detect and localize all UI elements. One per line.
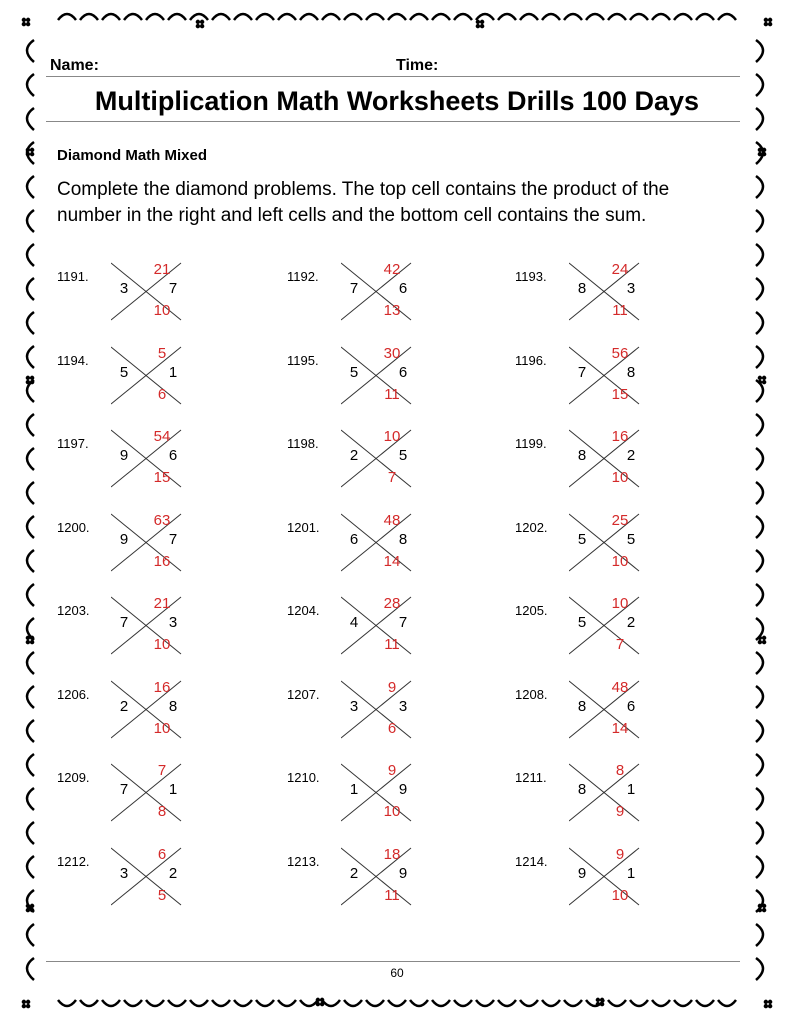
sum-value: 11 <box>384 636 400 653</box>
diamond-problem <box>57 345 257 415</box>
left-factor: 7 <box>349 280 359 297</box>
diamond-problem <box>57 428 257 498</box>
flower-accent <box>758 380 762 384</box>
problem-number: 1199. <box>515 436 547 451</box>
right-factor: 2 <box>626 447 636 464</box>
flower-accent <box>764 1000 768 1004</box>
left-factor: 8 <box>577 447 587 464</box>
name-label: Name: <box>50 57 99 74</box>
product-value: 21 <box>153 595 171 612</box>
diamond-problem <box>515 595 715 665</box>
problem-number: 1208. <box>515 687 548 702</box>
product-value: 9 <box>615 846 625 863</box>
problem-number: 1211. <box>515 770 547 785</box>
flower-accent <box>600 1002 604 1006</box>
right-factor: 1 <box>626 781 636 798</box>
problem-number: 1209. <box>57 770 90 785</box>
left-factor: 4 <box>349 614 359 631</box>
flower-accent <box>768 18 772 22</box>
problem-number: 1200. <box>57 520 90 535</box>
left-factor: 9 <box>119 531 129 548</box>
right-factor: 2 <box>168 865 178 882</box>
problem-number: 1205. <box>515 603 548 618</box>
left-factor: 5 <box>577 614 587 631</box>
diamond-problem <box>515 846 715 916</box>
left-factor: 5 <box>119 364 129 381</box>
sum-value: 13 <box>383 302 401 319</box>
problem-number: 1203. <box>57 603 90 618</box>
right-factor: 7 <box>398 614 408 631</box>
flower-accent <box>22 1000 26 1004</box>
flower-accent <box>762 376 766 380</box>
flower-accent <box>762 640 766 644</box>
right-factor: 9 <box>398 781 408 798</box>
right-factor: 2 <box>626 614 636 631</box>
left-factor: 7 <box>119 614 129 631</box>
left-factor: 2 <box>349 865 359 882</box>
sum-value: 11 <box>384 887 400 904</box>
border-bottom-scallops <box>58 1000 736 1006</box>
sum-value: 10 <box>383 803 401 820</box>
product-value: 56 <box>611 345 629 362</box>
flower-accent <box>26 636 30 640</box>
flower-accent <box>758 152 762 156</box>
right-factor: 6 <box>626 698 636 715</box>
left-factor: 6 <box>349 531 359 548</box>
diamond-problem <box>287 261 487 331</box>
flower-accent <box>22 18 26 22</box>
product-value: 21 <box>153 261 171 278</box>
flower-accent <box>30 376 34 380</box>
product-value: 25 <box>611 512 629 529</box>
left-factor: 8 <box>577 698 587 715</box>
problem-number: 1206. <box>57 687 90 702</box>
right-factor: 7 <box>168 280 178 297</box>
left-factor: 1 <box>349 781 359 798</box>
problem-number: 1212. <box>57 854 90 869</box>
flower-accent <box>26 1004 30 1008</box>
flower-accent <box>320 1002 324 1006</box>
left-factor: 5 <box>577 531 587 548</box>
flower-accent <box>764 22 768 26</box>
left-factor: 3 <box>349 698 359 715</box>
flower-accent <box>30 636 34 640</box>
diamond-problem <box>515 512 715 582</box>
flower-accent <box>762 636 766 640</box>
instructions: Complete the diamond problems. The top cell contains the product of the number in the right and left cells and the bottom cell contains the sum. <box>57 179 670 226</box>
left-factor: 3 <box>119 280 129 297</box>
flower-accent <box>476 24 480 28</box>
flower-accent <box>768 1000 772 1004</box>
time-label: Time: <box>396 57 439 74</box>
diamond-problem <box>57 846 257 916</box>
diamond-problem <box>287 428 487 498</box>
flower-accent <box>26 18 30 22</box>
page-number: 60 <box>390 966 404 980</box>
product-value: 16 <box>153 679 171 696</box>
diamond-problem <box>287 679 487 749</box>
left-factor: 5 <box>349 364 359 381</box>
diamond-problem <box>287 762 487 832</box>
sum-value: 11 <box>384 386 400 403</box>
flower-accent <box>26 908 30 912</box>
left-factor: 8 <box>577 280 587 297</box>
diamond-problem <box>57 595 257 665</box>
right-factor: 9 <box>398 865 408 882</box>
flower-accent <box>30 380 34 384</box>
sum-value: 9 <box>615 803 625 820</box>
flower-accent <box>596 1002 600 1006</box>
flower-accent <box>762 380 766 384</box>
footer-rule <box>46 961 740 962</box>
problem-number: 1210. <box>287 770 320 785</box>
flower-accent <box>316 1002 320 1006</box>
right-factor: 6 <box>398 280 408 297</box>
flower-accent <box>22 22 26 26</box>
flower-accent <box>200 24 204 28</box>
flower-accent <box>764 18 768 22</box>
sum-value: 14 <box>383 553 401 570</box>
diamond-problem <box>287 512 487 582</box>
flower-accent <box>26 376 30 380</box>
left-factor: 9 <box>119 447 129 464</box>
diamond-problem <box>515 762 715 832</box>
right-factor: 8 <box>398 531 408 548</box>
flower-accent <box>26 1000 30 1004</box>
flower-accent <box>26 904 30 908</box>
sum-value: 14 <box>611 720 629 737</box>
sum-value: 16 <box>153 553 171 570</box>
sum-value: 8 <box>157 803 167 820</box>
flower-accent <box>26 640 30 644</box>
page-title: Multiplication Math Worksheets Drills 100 Days <box>94 86 700 116</box>
diamond-problem <box>57 762 257 832</box>
flower-accent <box>596 998 600 1002</box>
flower-accent <box>758 908 762 912</box>
sum-value: 7 <box>387 469 397 486</box>
flower-accent <box>22 1004 26 1008</box>
product-value: 48 <box>611 679 629 696</box>
problem-number: 1202. <box>515 520 548 535</box>
flower-accent <box>30 640 34 644</box>
product-value: 48 <box>383 512 401 529</box>
flower-accent <box>758 904 762 908</box>
title-rule <box>46 121 740 122</box>
problem-number: 1192. <box>287 269 319 284</box>
product-value: 7 <box>157 762 167 779</box>
right-factor: 8 <box>168 698 178 715</box>
product-value: 63 <box>153 512 171 529</box>
flower-accent <box>26 22 30 26</box>
flower-accent <box>30 904 34 908</box>
problem-number: 1204. <box>287 603 320 618</box>
product-value: 10 <box>383 428 401 445</box>
problem-number: 1195. <box>287 353 319 368</box>
product-value: 28 <box>383 595 401 612</box>
sum-value: 10 <box>153 720 171 737</box>
product-value: 6 <box>157 846 167 863</box>
border-left-scallops <box>27 40 34 980</box>
flower-accent <box>480 24 484 28</box>
sum-value: 10 <box>611 469 629 486</box>
flower-accent <box>758 376 762 380</box>
problem-number: 1214. <box>515 854 548 869</box>
flower-accent <box>26 380 30 384</box>
diamond-problem <box>515 679 715 749</box>
problem-number: 1194. <box>57 353 89 368</box>
sum-value: 15 <box>611 386 629 403</box>
flower-accent <box>196 20 200 24</box>
right-factor: 6 <box>398 364 408 381</box>
product-value: 9 <box>387 679 397 696</box>
flower-accent <box>762 908 766 912</box>
header-rule <box>46 76 740 77</box>
flower-accent <box>26 152 30 156</box>
product-value: 54 <box>153 428 171 445</box>
section-subtitle: Diamond Math Mixed <box>57 147 208 164</box>
flower-accent <box>320 998 324 1002</box>
diamond-problem <box>287 595 487 665</box>
right-factor: 1 <box>168 781 178 798</box>
flower-accent <box>758 636 762 640</box>
sum-value: 10 <box>611 553 629 570</box>
sum-value: 10 <box>611 887 629 904</box>
flower-accent <box>758 640 762 644</box>
diamond-problem <box>57 261 257 331</box>
left-factor: 3 <box>119 865 129 882</box>
problem-number: 1191. <box>57 269 89 284</box>
problem-number: 1213. <box>287 854 320 869</box>
flower-accent <box>26 148 30 152</box>
flower-accent <box>30 152 34 156</box>
right-factor: 5 <box>398 447 408 464</box>
product-value: 18 <box>383 846 401 863</box>
right-factor: 1 <box>626 865 636 882</box>
problem-number: 1207. <box>287 687 320 702</box>
left-factor: 2 <box>349 447 359 464</box>
diamond-problem <box>287 846 487 916</box>
right-factor: 8 <box>626 364 636 381</box>
sum-value: 5 <box>157 887 167 904</box>
right-factor: 3 <box>398 698 408 715</box>
flower-accent <box>200 20 204 24</box>
flower-accent <box>30 148 34 152</box>
problem-number: 1196. <box>515 353 547 368</box>
sum-value: 6 <box>157 386 167 403</box>
flower-accent <box>476 20 480 24</box>
product-value: 30 <box>383 345 401 362</box>
product-value: 10 <box>611 595 629 612</box>
product-value: 16 <box>611 428 629 445</box>
flower-accent <box>762 904 766 908</box>
flower-accent <box>768 22 772 26</box>
flower-accent <box>480 20 484 24</box>
left-factor: 7 <box>119 781 129 798</box>
right-factor: 5 <box>626 531 636 548</box>
sum-value: 15 <box>153 469 171 486</box>
flower-accent <box>764 1004 768 1008</box>
diamond-problem <box>515 428 715 498</box>
sum-value: 10 <box>153 302 171 319</box>
right-factor: 3 <box>168 614 178 631</box>
product-value: 8 <box>615 762 625 779</box>
problem-number: 1201. <box>287 520 320 535</box>
flower-accent <box>758 148 762 152</box>
left-factor: 7 <box>577 364 587 381</box>
border-right-scallops <box>756 40 763 980</box>
left-factor: 9 <box>577 865 587 882</box>
flower-accent <box>196 24 200 28</box>
product-value: 42 <box>383 261 401 278</box>
flower-accent <box>600 998 604 1002</box>
flower-accent <box>762 148 766 152</box>
sum-value: 6 <box>387 720 397 737</box>
left-factor: 2 <box>119 698 129 715</box>
problem-number: 1193. <box>515 269 547 284</box>
diamond-problem <box>515 345 715 415</box>
flower-accent <box>762 152 766 156</box>
product-value: 24 <box>611 261 629 278</box>
diamond-problem <box>57 512 257 582</box>
sum-value: 11 <box>612 302 628 319</box>
problem-number: 1198. <box>287 436 319 451</box>
border-top-scallops <box>58 14 736 20</box>
sum-value: 7 <box>615 636 625 653</box>
flower-accent <box>30 908 34 912</box>
product-value: 9 <box>387 762 397 779</box>
problem-number: 1197. <box>57 436 89 451</box>
right-factor: 1 <box>168 364 178 381</box>
diamond-problem <box>515 261 715 331</box>
product-value: 5 <box>157 345 167 362</box>
diamond-problem <box>57 679 257 749</box>
right-factor: 3 <box>626 280 636 297</box>
right-factor: 6 <box>168 447 178 464</box>
left-factor: 8 <box>577 781 587 798</box>
sum-value: 10 <box>153 636 171 653</box>
flower-accent <box>768 1004 772 1008</box>
flower-accent <box>316 998 320 1002</box>
diamond-problem <box>287 345 487 415</box>
right-factor: 7 <box>168 531 178 548</box>
